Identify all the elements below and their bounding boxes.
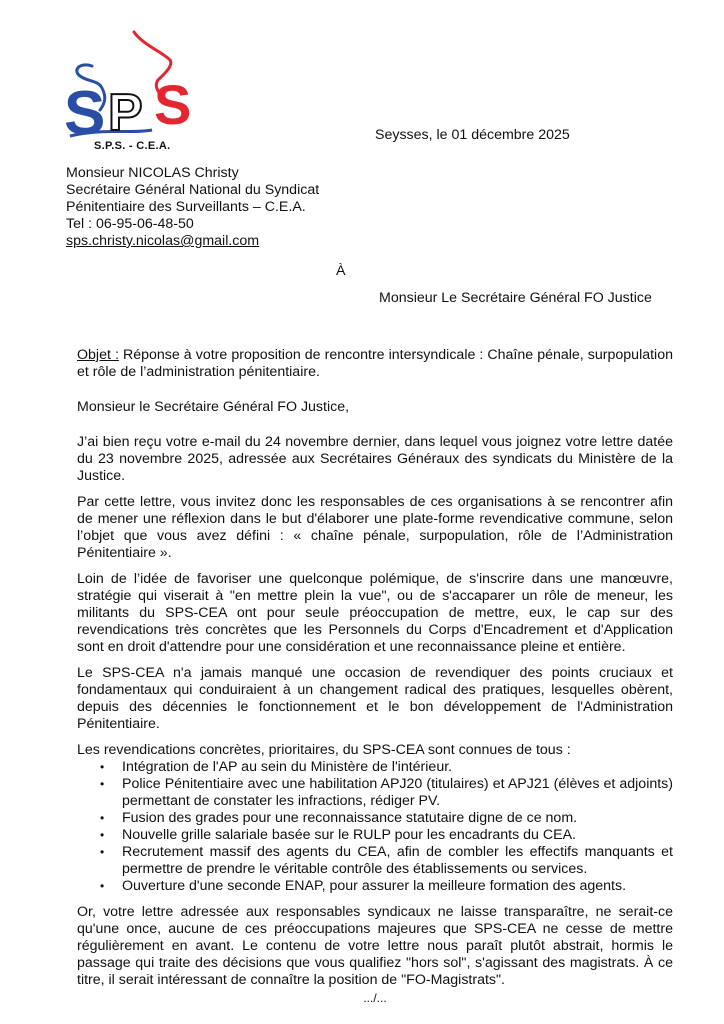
list-item: • Fusion des grades pour une reconnaissance statutaire digne de ce nom. <box>100 810 578 826</box>
bullet-icon: • <box>100 845 105 859</box>
subject-label: Objet : <box>77 347 119 363</box>
page-continuation-mark: .../... <box>363 991 387 1005</box>
list-item: • Intégration de l'AP au sein du Ministère de l'intérieur. <box>100 759 453 775</box>
letter-date: Seysses, le 01 décembre 2025 <box>375 127 570 143</box>
list-item: • Ouverture d'une seconde ENAP, pour assurer la meilleure formation des agents. <box>100 878 627 894</box>
letter-body <box>77 347 673 1007</box>
sender-title-line1: Secrétaire Général National du Syndicat <box>66 182 320 198</box>
svg-text:P: P <box>108 84 143 140</box>
bullet-icon: • <box>100 879 105 893</box>
recipient-a-mark: À <box>336 263 346 279</box>
sender-title-line2: Pénitentiaire des Surveillants – C.E.A. <box>66 199 306 215</box>
paragraph-4: Le SPS-CEA n'a jamais manqué une occasion de revendiquer des points cruciaux et fondamentaux qui conduiraient à un changement radical des pratiques, lesquelles obèrent, depuis des décennies le fonctionnement et le bon développement de l'Administration Pénitentiaire. <box>77 665 673 732</box>
sps-logo <box>62 30 212 155</box>
recipient-name: Monsieur Le Secrétaire Général FO Justice <box>379 290 652 306</box>
closing-paragraph: Or, votre lettre adressée aux responsables syndicaux ne laisse transparaître, ne serait-ce qu'une once, aucune de ces préoccupations majeures que SPS-CEA ne cesse de mettre régulièrement en avant. Le contenu de votre lettre nous paraît plutôt abstrait, hormis le passage qui traite des décisions que vous qualifiez "hors sol", s'agissant des magistrats. À ce titre, il serait intéressant de connaître la position de "FO-Magistrats". <box>77 904 673 988</box>
paragraph-1: J’ai bien reçu votre e-mail du 24 novembre dernier, dans lequel vous joignez votre lettre datée du 23 novembre 2025, adressée aux Secrétaires Généraux des syndicats du Ministère de la Justice. <box>77 434 673 484</box>
sender-name: Monsieur NICOLAS Christy <box>66 165 239 181</box>
list-item: • Recrutement massif des agents du CEA, afin de combler les effectifs manquants et permettre de prendre le véritable contrôle des établissements ou services. <box>100 844 673 877</box>
letter-subject <box>77 347 673 381</box>
subject-text: Réponse à votre proposition de rencontre intersyndicale : Chaîne pénale, surpopulation et rôle de l’administration pénitentiaire. <box>77 347 673 380</box>
bullet-icon: • <box>100 760 105 774</box>
paragraph-3: Loin de l’idée de favoriser une quelconque polémique, de s'inscrire dans une manœuvre, stratégie qui viserait à "en mettre plein la vue", ou de s'accaparer un rôle de meneur, les militants du SPS-CEA ont pour seule préoccupation de mettre, eux, le cap sur des revendications très concrètes que les Personnels du Corps d'Encadrement et d'Application sont en droit d'attendre pour une considération et une reconnaissance pleine et entière. <box>77 571 673 655</box>
sender-phone: Tel : 06-95-06-48-50 <box>66 216 194 232</box>
list-item: • Police Pénitentiaire avec une habilitation APJ20 (titulaires) et APJ21 (élèves et adjoints) permettant de constater les infractions, rédiger PV. <box>100 776 673 809</box>
demands-intro: Les revendications concrètes, prioritaires, du SPS-CEA sont connues de tous : <box>77 742 571 758</box>
list-item: • Nouvelle grille salariale basée sur le RULP pour les encadrants du CEA. <box>100 827 576 843</box>
paragraph-2: Par cette lettre, vous invitez donc les responsables de ces organisations à se rencontrer afin de mener une réflexion dans le but d'élaborer une plate-forme revendicative commune, selon l’objet que vous avez défini : « chaîne pénale, surpopulation, rôle de l’Administration Pénitentiaire ». <box>77 494 673 561</box>
bullet-icon: • <box>100 811 105 825</box>
salutation: Monsieur le Secrétaire Général FO Justice, <box>77 399 350 415</box>
svg-text:S: S <box>154 73 192 136</box>
sender-block <box>66 165 319 250</box>
bullet-icon: • <box>100 828 105 842</box>
logo-caption: S.P.S. - C.E.A. <box>94 140 171 152</box>
sps-logo-icon <box>62 30 212 140</box>
demands-list <box>77 759 673 895</box>
bullet-icon: • <box>100 777 105 791</box>
sender-email-link[interactable]: sps.christy.nicolas@gmail.com <box>66 233 260 249</box>
svg-text:S: S <box>64 79 106 140</box>
